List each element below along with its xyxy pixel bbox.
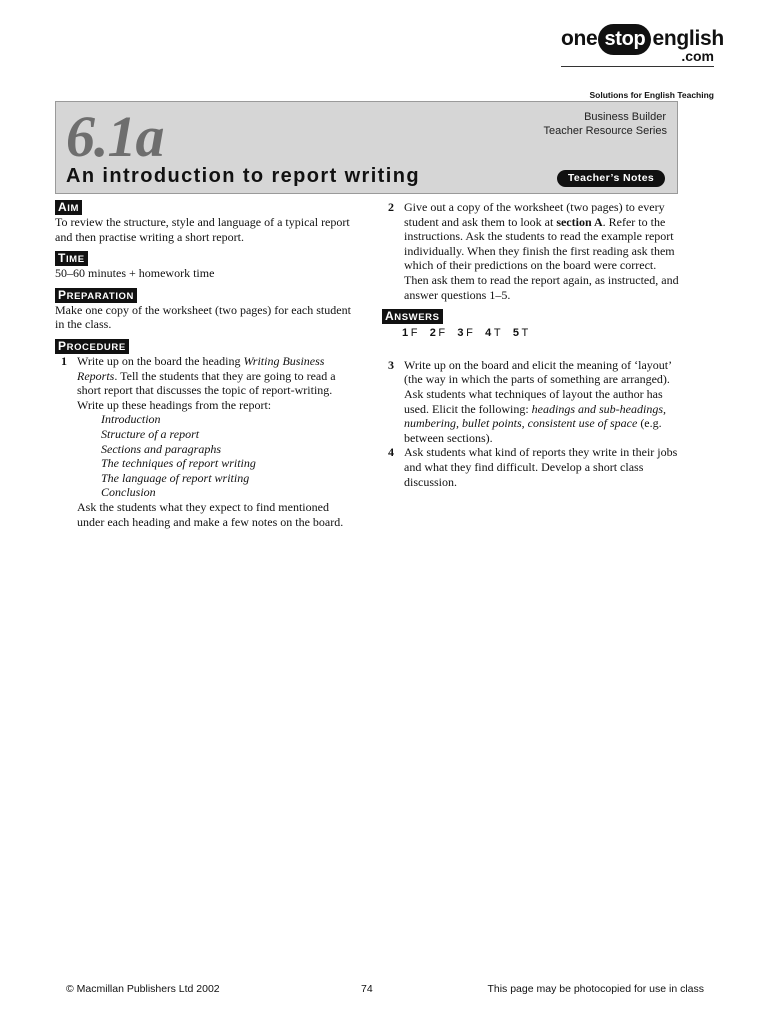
heading-item: Sections and paragraphs bbox=[101, 441, 221, 456]
logo-part-one: one bbox=[561, 27, 598, 50]
procedure-section bbox=[55, 339, 355, 529]
heading-item: The techniques of report writing bbox=[101, 456, 256, 471]
preparation-text: Make one copy of the worksheet (two pages) for each student in the class. bbox=[55, 302, 351, 332]
copyright-notice: © Macmillan Publishers Ltd 2002 bbox=[66, 983, 220, 995]
answers-section bbox=[382, 309, 682, 341]
aim-label: AIM bbox=[55, 200, 82, 215]
preparation-label: PREPARATION bbox=[55, 288, 137, 303]
procedure-step-1-followup bbox=[55, 500, 355, 529]
report-headings-list bbox=[55, 412, 355, 500]
logo-part-stop: stop bbox=[598, 24, 651, 55]
logo-domain: .com bbox=[681, 48, 714, 64]
onestopenglish-logo bbox=[561, 22, 724, 100]
teachers-notes-badge: Teacher’s Notes bbox=[557, 170, 665, 187]
page-title: An introduction to report writing bbox=[66, 165, 420, 187]
heading-item: Introduction bbox=[101, 412, 161, 427]
logo-tagline: Solutions for English Teaching bbox=[589, 90, 714, 100]
step-1-text: Write up on the board the heading Writing Business Reports. Tell the students that they are going to read a short report that discusses the topic of report-writing. Write up these headings from the report: bbox=[77, 353, 336, 412]
logo-divider bbox=[561, 66, 714, 67]
series-subtitle: Teacher Resource Series bbox=[543, 125, 667, 137]
step-2-text: Give out a copy of the worksheet (two pages) to every student and ask them to look at section A. Refer to the instructions. Ask the students to read the example report individually. When they finish the first reading ask them which of their predictions on the board were correct. Then ask them to read the report again, as instructed, and answer questions 1–5. bbox=[404, 200, 679, 302]
procedure-label: PROCEDURE bbox=[55, 339, 129, 354]
procedure-step-3 bbox=[382, 358, 682, 446]
aim-section bbox=[55, 200, 355, 244]
unit-number: 6.1a bbox=[66, 104, 164, 169]
time-text: 50–60 minutes + homework time bbox=[55, 266, 215, 281]
step-3-text: Write up on the board and elicit the meaning of ‘layout’ (the way in which the parts of something are arranged). Ask students what techniques of layout the author has used. Elicit the following: headings and sub-headings, numbering, bullet points, consistent use of space (e.g. between sections). bbox=[404, 357, 672, 445]
step-1-followup-text: Ask the students what they expect to find mentioned under each heading and make a few notes on the board. bbox=[77, 499, 344, 529]
step-number: 4 bbox=[388, 445, 394, 460]
page-number: 74 bbox=[361, 983, 373, 995]
series-name: Business Builder bbox=[584, 111, 666, 123]
heading-item: Structure of a report bbox=[101, 426, 200, 441]
time-section bbox=[55, 251, 355, 281]
heading-item: The language of report writing bbox=[101, 470, 250, 485]
step-number: 3 bbox=[388, 357, 394, 372]
left-column bbox=[55, 200, 355, 529]
time-label: TIME bbox=[55, 251, 88, 266]
heading-item: Conclusion bbox=[101, 485, 156, 500]
step-number: 2 bbox=[388, 200, 394, 214]
procedure-step-2 bbox=[382, 200, 682, 302]
step-4-text: Ask students what kind of reports they write in their jobs and what they find difficult. Develop a short class discussion. bbox=[404, 445, 678, 489]
procedure-step-1 bbox=[55, 354, 355, 412]
logo-part-english: english bbox=[652, 27, 724, 50]
step-number: 1 bbox=[61, 353, 67, 368]
right-column bbox=[382, 200, 682, 489]
preparation-section bbox=[55, 288, 355, 332]
procedure-step-4 bbox=[382, 445, 682, 489]
aim-text: To review the structure, style and language of a typical report and then practise writing a short report. bbox=[55, 215, 350, 244]
answers-list: 1 F 2 F 3 F 4 T 5 T bbox=[402, 327, 529, 340]
answers-label: ANSWERS bbox=[382, 309, 443, 324]
photocopy-note: This page may be photocopied for use in class bbox=[487, 983, 704, 995]
